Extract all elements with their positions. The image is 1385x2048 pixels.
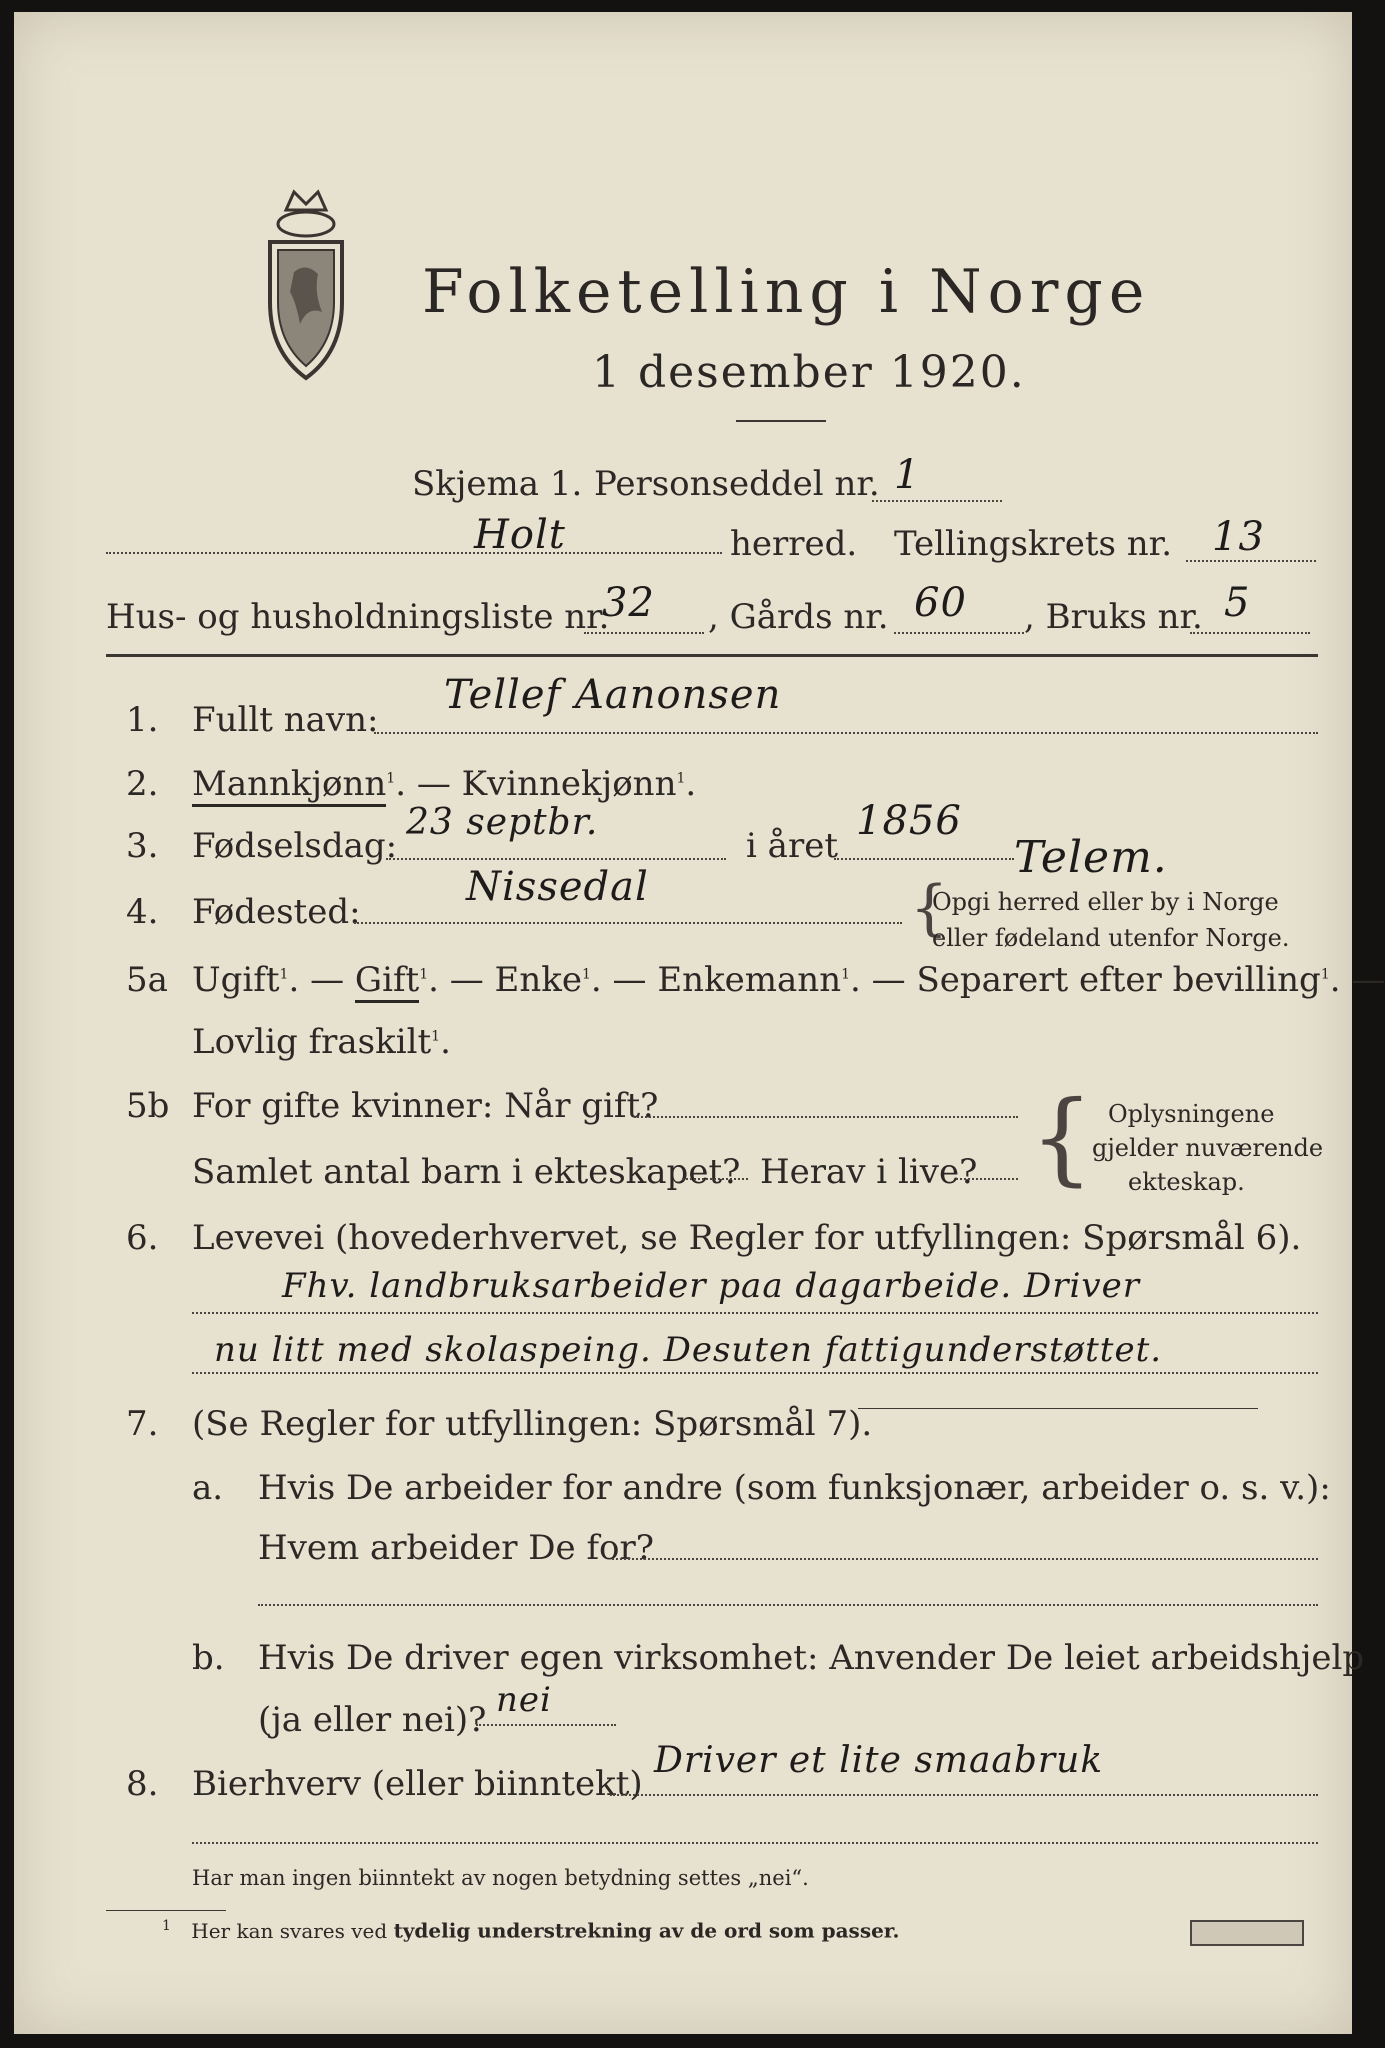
q4-label: Fødested: bbox=[192, 892, 361, 932]
footnote-mark: 1 bbox=[162, 1918, 171, 1934]
q7b-label2: (ja eller nei)? bbox=[258, 1700, 487, 1740]
q2-options: Mannkjønn$^1$. — Kvinnekjønn$^1$. bbox=[192, 764, 696, 804]
q7a-number: a. bbox=[192, 1468, 224, 1508]
q5b-children-dots bbox=[682, 1178, 748, 1180]
q4-dots bbox=[354, 922, 902, 924]
coat-of-arms-icon bbox=[256, 182, 356, 382]
q5b-note-line3: ekteskap. bbox=[1128, 1168, 1245, 1196]
q5b-label3: Herav i live? bbox=[760, 1152, 978, 1192]
q7-line bbox=[858, 1408, 1258, 1409]
q5a-trailing-dash: . — bbox=[1329, 960, 1385, 1000]
full-name-value: Tellef Aanonsen bbox=[444, 672, 782, 718]
q5a-dash: . — bbox=[850, 960, 917, 1000]
footnote-text: Her kan svares ved bbox=[191, 1918, 394, 1943]
herred-value: Holt bbox=[474, 512, 566, 558]
q7-number: 7. bbox=[126, 1404, 159, 1444]
q7b-dots bbox=[476, 1724, 616, 1726]
q1-dots bbox=[374, 732, 1318, 734]
q7a-dots-2 bbox=[258, 1604, 1318, 1606]
fraskilt-line: Lovlig fraskilt$^1$. bbox=[192, 1022, 451, 1062]
q4-note-line2: eller fødeland utenfor Norge. bbox=[932, 924, 1290, 952]
fraskilt-option: Lovlig fraskilt bbox=[192, 1022, 432, 1062]
q4-number: 4. bbox=[126, 892, 159, 932]
q3-label: Fødselsdag: bbox=[192, 826, 398, 866]
q5b-married-dots bbox=[634, 1116, 1018, 1118]
enke-option: Enke bbox=[494, 960, 582, 1000]
q3-year-dots bbox=[834, 858, 1014, 860]
q5b-brace: { bbox=[1030, 1079, 1094, 1196]
q7a-label2: Hvem arbeider De for? bbox=[258, 1528, 654, 1568]
q5a-options: Ugift$^1$. — Gift$^1$. — Enke$^1$. — Enkemann$^1$. — Separert efter bevilling$^1$. — bbox=[192, 960, 1385, 1000]
birthplace-value: Nissedal bbox=[466, 864, 649, 910]
side-occupation-value: Driver et lite smaabruk bbox=[654, 1740, 1104, 1781]
fraskilt-end: . bbox=[440, 1022, 451, 1062]
gards-value: 60 bbox=[914, 580, 967, 626]
gift-option: Gift bbox=[355, 960, 419, 1003]
q8-dots-2 bbox=[192, 1842, 1318, 1844]
q6-dots-1 bbox=[192, 1312, 1318, 1314]
hus-dots bbox=[584, 632, 704, 634]
enkemann-option: Enkemann bbox=[657, 960, 842, 1000]
q8-number: 8. bbox=[126, 1764, 159, 1804]
q2-end: . bbox=[685, 764, 697, 804]
occupation-value-line2: nu litt med skolaspeing. Desuten fattigunderstøttet. bbox=[214, 1330, 1163, 1370]
q5b-label1: For gifte kvinner: Når gift? bbox=[192, 1086, 659, 1126]
mannkjonn-option: Mannkjønn bbox=[192, 764, 386, 807]
footnote bbox=[162, 1918, 899, 1943]
q7b-number: b. bbox=[192, 1638, 225, 1678]
q6-label: Levevei (hovederhvervet, se Regler for utfyllingen: Spørsmål 6). bbox=[192, 1218, 1302, 1258]
tellingskrets-label: Tellingskrets nr. bbox=[894, 524, 1173, 564]
personseddel-value: 1 bbox=[894, 452, 921, 498]
birth-year-value: 1856 bbox=[856, 798, 962, 844]
herred-label: herred. bbox=[730, 524, 858, 564]
q4-brace: { bbox=[910, 873, 949, 943]
q1-label: Fullt navn: bbox=[192, 700, 379, 740]
occupation-value-line1: Fhv. landbruksarbeider paa dagarbeide. Driver bbox=[282, 1266, 1140, 1306]
q1-number: 1. bbox=[126, 700, 159, 740]
q7a-dots-1 bbox=[612, 1558, 1318, 1560]
ugift-option: Ugift bbox=[192, 960, 280, 1000]
q7-label: (Se Regler for utfyllingen: Spørsmål 7). bbox=[192, 1404, 873, 1444]
printer-stamp bbox=[1190, 1920, 1304, 1946]
personseddel-label: Personseddel nr. bbox=[594, 464, 880, 504]
q3-number: 3. bbox=[126, 826, 159, 866]
q2-separator: . — bbox=[395, 764, 462, 804]
q6-dots-2 bbox=[192, 1372, 1318, 1374]
census-date: 1 desember 1920. bbox=[592, 347, 1026, 398]
q5b-number: 5b bbox=[126, 1086, 170, 1126]
hus-value: 32 bbox=[602, 580, 655, 626]
footer-note: Har man ingen biinntekt av nogen betydning settes „nei“. bbox=[192, 1866, 809, 1890]
census-form-sheet bbox=[14, 12, 1385, 2034]
page-title: Folketelling i Norge bbox=[422, 257, 1151, 327]
q5b-note-line1: Oplysningene bbox=[1108, 1100, 1275, 1128]
header-divider bbox=[106, 654, 1318, 657]
q6-number: 6. bbox=[126, 1218, 159, 1258]
skjema-label: Skjema 1. bbox=[412, 464, 583, 504]
footnote-divider bbox=[106, 1910, 226, 1911]
hired-help-value: nei bbox=[496, 1680, 552, 1720]
q5b-note-line2: gjelder nuværende bbox=[1092, 1134, 1324, 1162]
q3-aaret-label: i året bbox=[746, 826, 838, 866]
gards-dots bbox=[894, 632, 1024, 634]
q5a-dash: . — bbox=[288, 960, 355, 1000]
q3-dots bbox=[386, 858, 726, 860]
q5b-label2: Samlet antal barn i ekteskapet? bbox=[192, 1152, 741, 1192]
separert-option: Separert efter bevilling bbox=[916, 960, 1321, 1000]
bruks-value: 5 bbox=[1224, 580, 1251, 626]
kvinnekjonn-option: Kvinnekjønn bbox=[461, 764, 677, 804]
birthday-value: 23 septbr. bbox=[406, 802, 599, 843]
bruks-dots bbox=[1190, 632, 1310, 634]
gards-label: , Gårds nr. bbox=[708, 597, 889, 637]
q5a-number: 5a bbox=[126, 960, 168, 1000]
q4-note-line1: Opgi herred eller by i Norge bbox=[932, 888, 1279, 916]
q8-label: Bierhverv (eller biinntekt) bbox=[192, 1764, 643, 1804]
q2-number: 2. bbox=[126, 764, 159, 804]
tellingskrets-dots bbox=[1186, 560, 1316, 562]
q5a-dash: . — bbox=[428, 960, 495, 1000]
q5b-alive-dots bbox=[956, 1178, 1018, 1180]
personseddel-dots bbox=[872, 500, 1002, 502]
tellingskrets-value: 13 bbox=[1212, 514, 1265, 560]
herred-dots bbox=[106, 552, 722, 554]
title-divider bbox=[736, 420, 826, 422]
q5a-dash: . — bbox=[590, 960, 658, 1000]
q7b-label1: Hvis De driver egen virksomhet: Anvender De leiet arbeidshjelp bbox=[258, 1638, 1365, 1678]
footnote-bold: tydelig understrekning av de ord som passer. bbox=[393, 1918, 900, 1943]
q7a-label1: Hvis De arbeider for andre (som funksjonær, arbeider o. s. v.): bbox=[258, 1468, 1331, 1508]
birth-county-note: Telem. bbox=[1014, 832, 1168, 883]
q8-dots-1 bbox=[610, 1794, 1318, 1796]
bruks-label: , Bruks nr. bbox=[1024, 597, 1203, 637]
hus-label: Hus- og husholdningsliste nr. bbox=[106, 597, 610, 637]
